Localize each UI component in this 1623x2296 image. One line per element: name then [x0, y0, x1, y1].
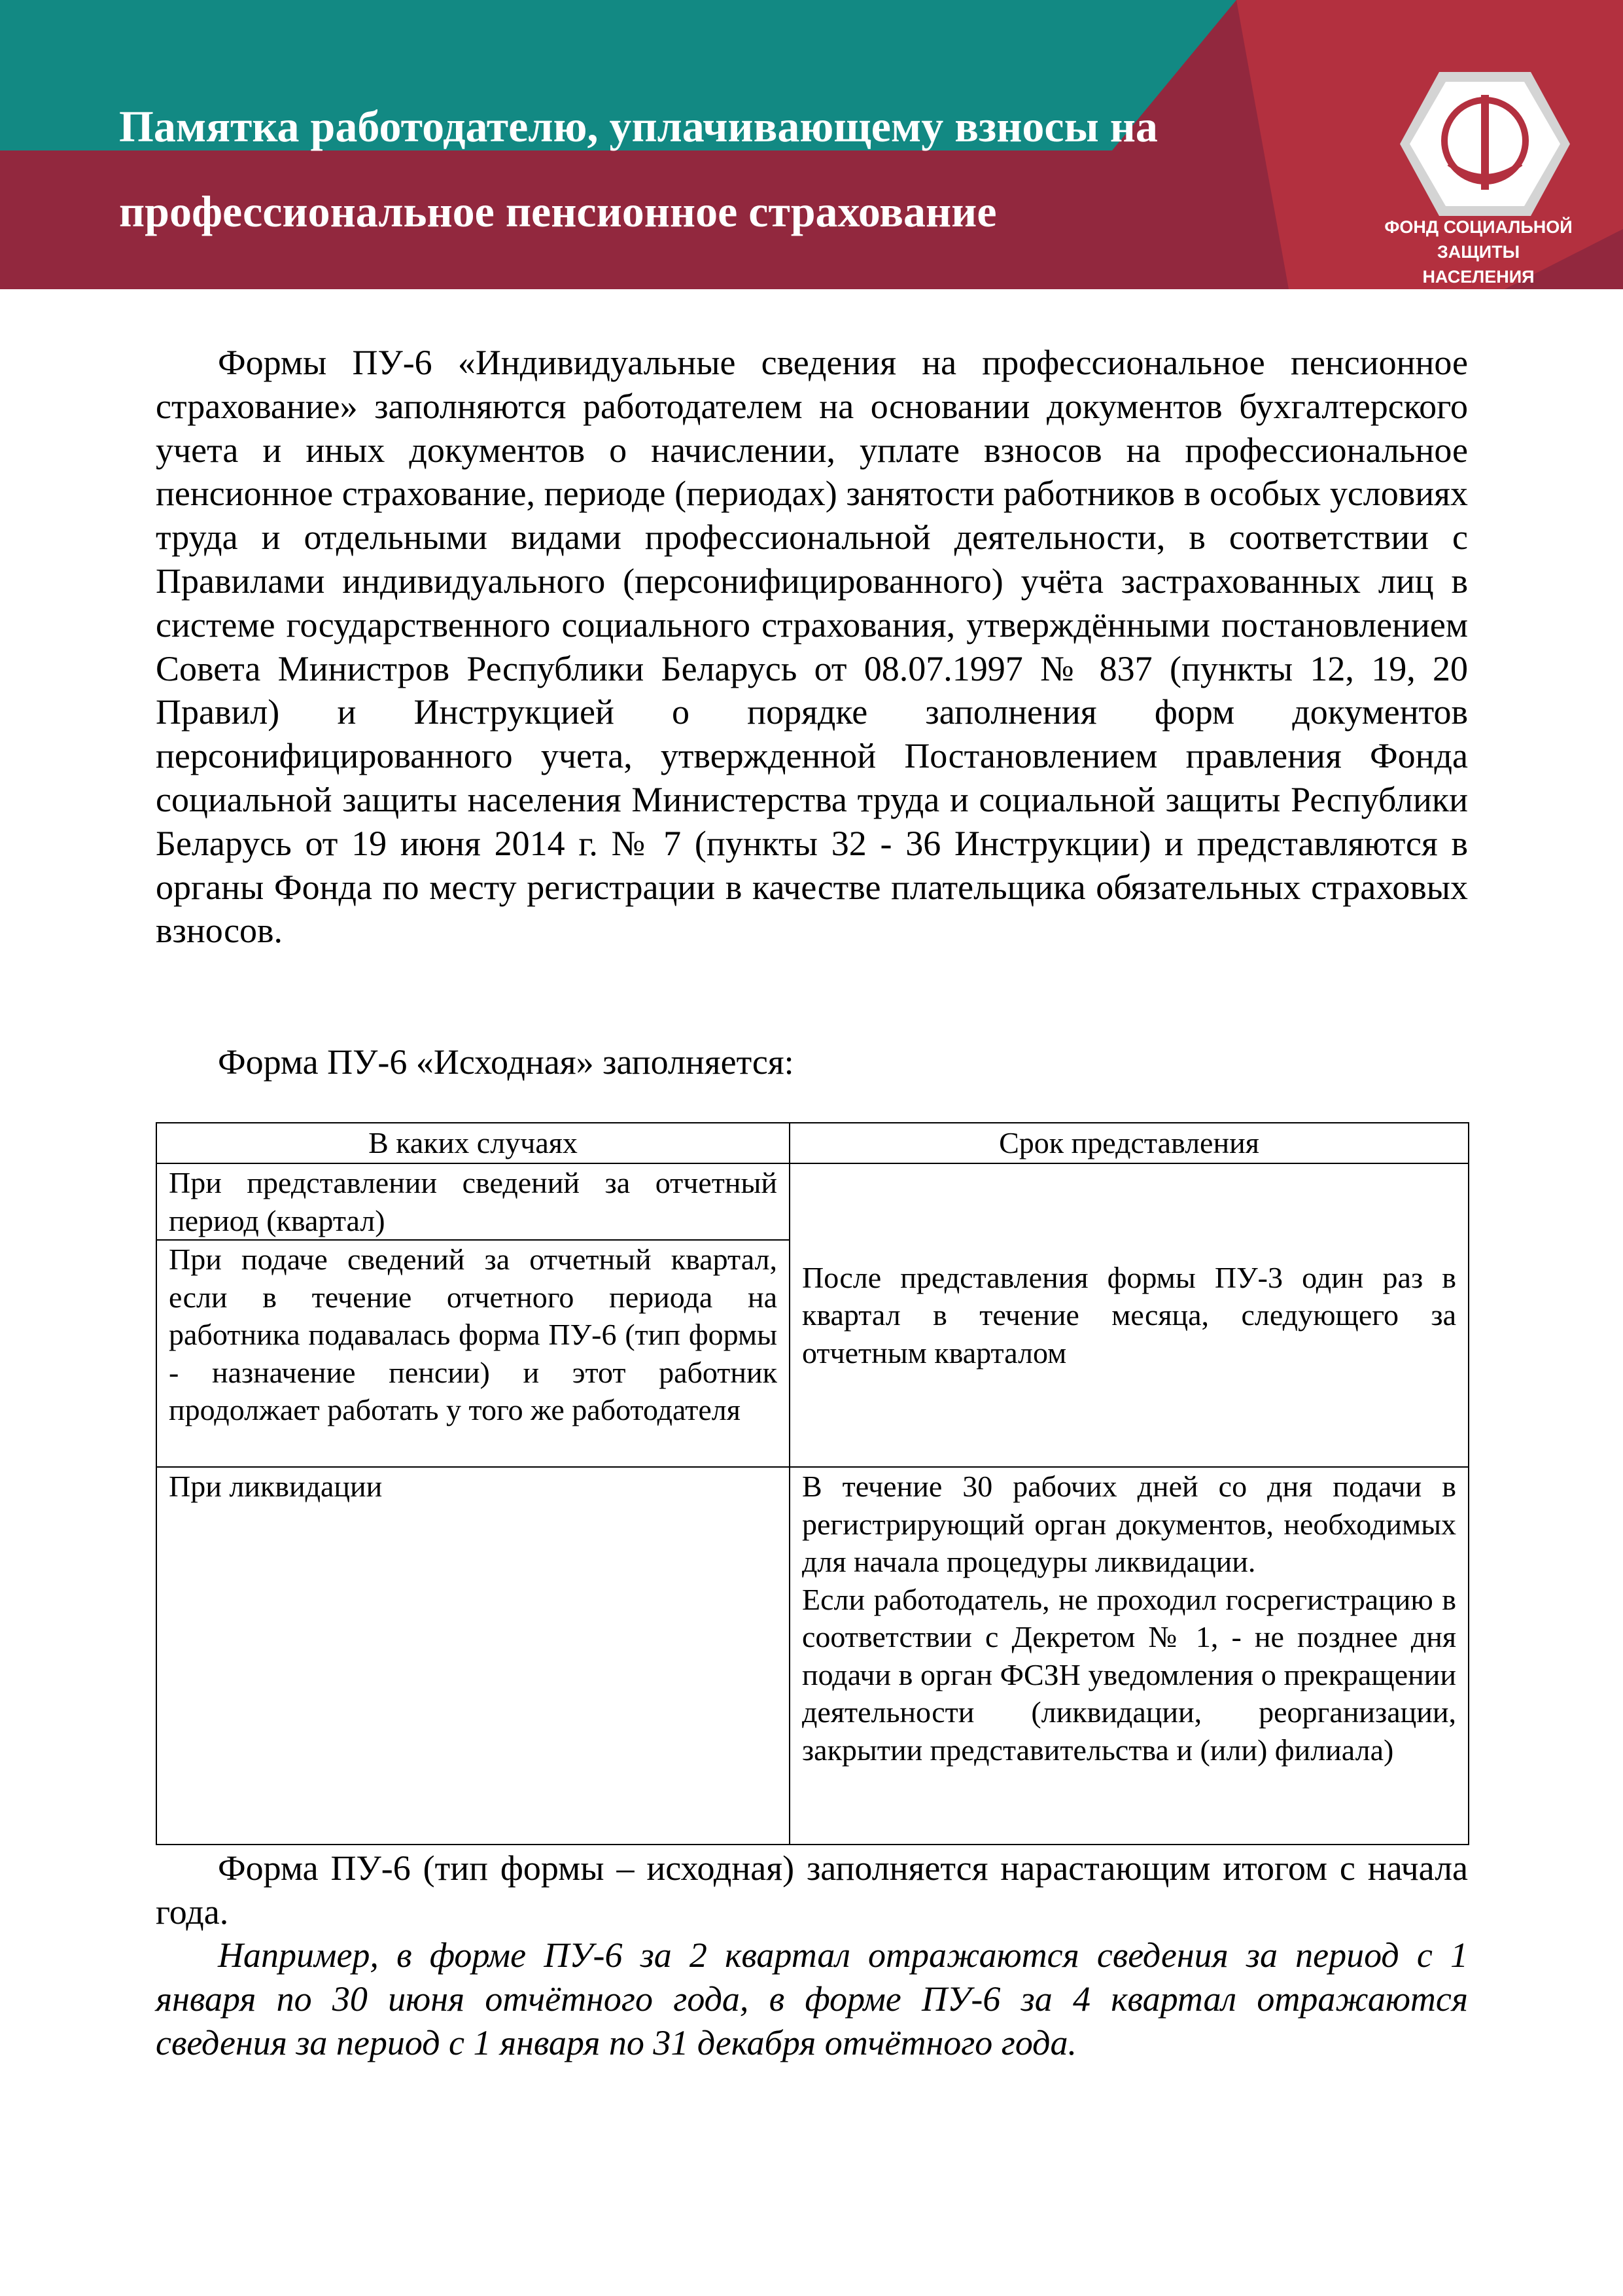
deadline-liquidation: В течение 30 рабочих дней со дня подачи в регистрирующий орган документов, необходимых для начала процедуры ликвидации. — [802, 1470, 1456, 1578]
intro-paragraph: Формы ПУ-6 «Индивидуальные сведения на профессиональное пенсионное страхование» заполняются работодателем на основании документов бухгалтерского учета и иных документов о начислении, уплате взносов на профессиональное пенсионное страхование, периоде (периодах) занятости работников в особых условиях труда и отдельными видами профессиональной деятельности, в соответствии с Правилами индивидуального (персонифицированного) учёта застрахованных лиц в системе государственного социального страхования, утверждёнными постановлением Совета Министров Республики Беларусь от 08.07.1997 № 837 (пункты 12, 19, 20 Правил) и Инструкцией о порядке заполнения форм документов персонифицированного учета, утвержденной Постановлением правления Фонда социальной защиты населения Министерства труда и социальной защиты Республики Беларусь от 19 июня 2014 г. № 7 (пункты 32 - 36 Инструкции) и представляются в органы Фонда по месту регистрации в качестве плательщика обязательных страховых взносов. — [156, 343, 1468, 951]
header-title-line1: Памятка работодателю, уплачивающему взносы на — [119, 101, 1158, 151]
table-intro: Форма ПУ-6 «Исходная» заполняется: — [218, 1042, 794, 1082]
logo-caption — [1380, 215, 1577, 289]
logo-caption-line2: ЗАЩИТЫ НАСЕЛЕНИЯ — [1422, 242, 1535, 287]
deadline-no-registration: Если работодатель, не проходил госрегистрацию в соответствии с Декретом № 1, - не позднее дня подачи в орган ФСЗН уведомления о прекращении деятельности (ликвидации, реорганизации, закрытии представительства и (или) филиала) — [802, 1582, 1456, 1767]
table-cell-deadline: После представления формы ПУ-3 один раз в квартал в течение месяца, следующего за отчетным кварталом — [790, 1163, 1469, 1467]
table-row — [156, 1163, 1469, 1240]
header-banner — [0, 0, 1623, 289]
table-cell-case: При представлении сведений за отчетный период (квартал) — [156, 1163, 790, 1240]
table-header-row — [156, 1123, 1469, 1163]
table-header-cases: В каких случаях — [156, 1123, 790, 1163]
header-title — [119, 84, 1362, 254]
table-cell-case: При подаче сведений за отчетный квартал, если в течение отчетного периода на работника подавалась форма ПУ-6 (тип формы - назначение пенсии) и этот работник продолжает работать у того же работодателя — [156, 1240, 790, 1467]
logo-caption-line1: ФОНД СОЦИАЛЬНОЙ — [1384, 217, 1573, 237]
table-row — [156, 1467, 1469, 1845]
cumulative-paragraph: Форма ПУ-6 (тип формы – исходная) заполняется нарастающим итогом с начала года. — [156, 1848, 1468, 1932]
table-cell-deadline — [790, 1467, 1469, 1845]
table-header-deadline: Срок представления — [790, 1123, 1469, 1163]
submission-rules-table — [156, 1122, 1469, 1845]
example-paragraph: Например, в форме ПУ-6 за 2 квартал отражаются сведения за период с 1 января по 30 июня отчётного года, в форме ПУ-6 за 4 квартал отражаются сведения за период с 1 января по 31 декабря отчётного года. — [156, 1935, 1468, 2062]
header-title-line2: профессиональное пенсионное страхование — [119, 186, 997, 236]
table-cell-case: При ликвидации — [156, 1467, 790, 1845]
